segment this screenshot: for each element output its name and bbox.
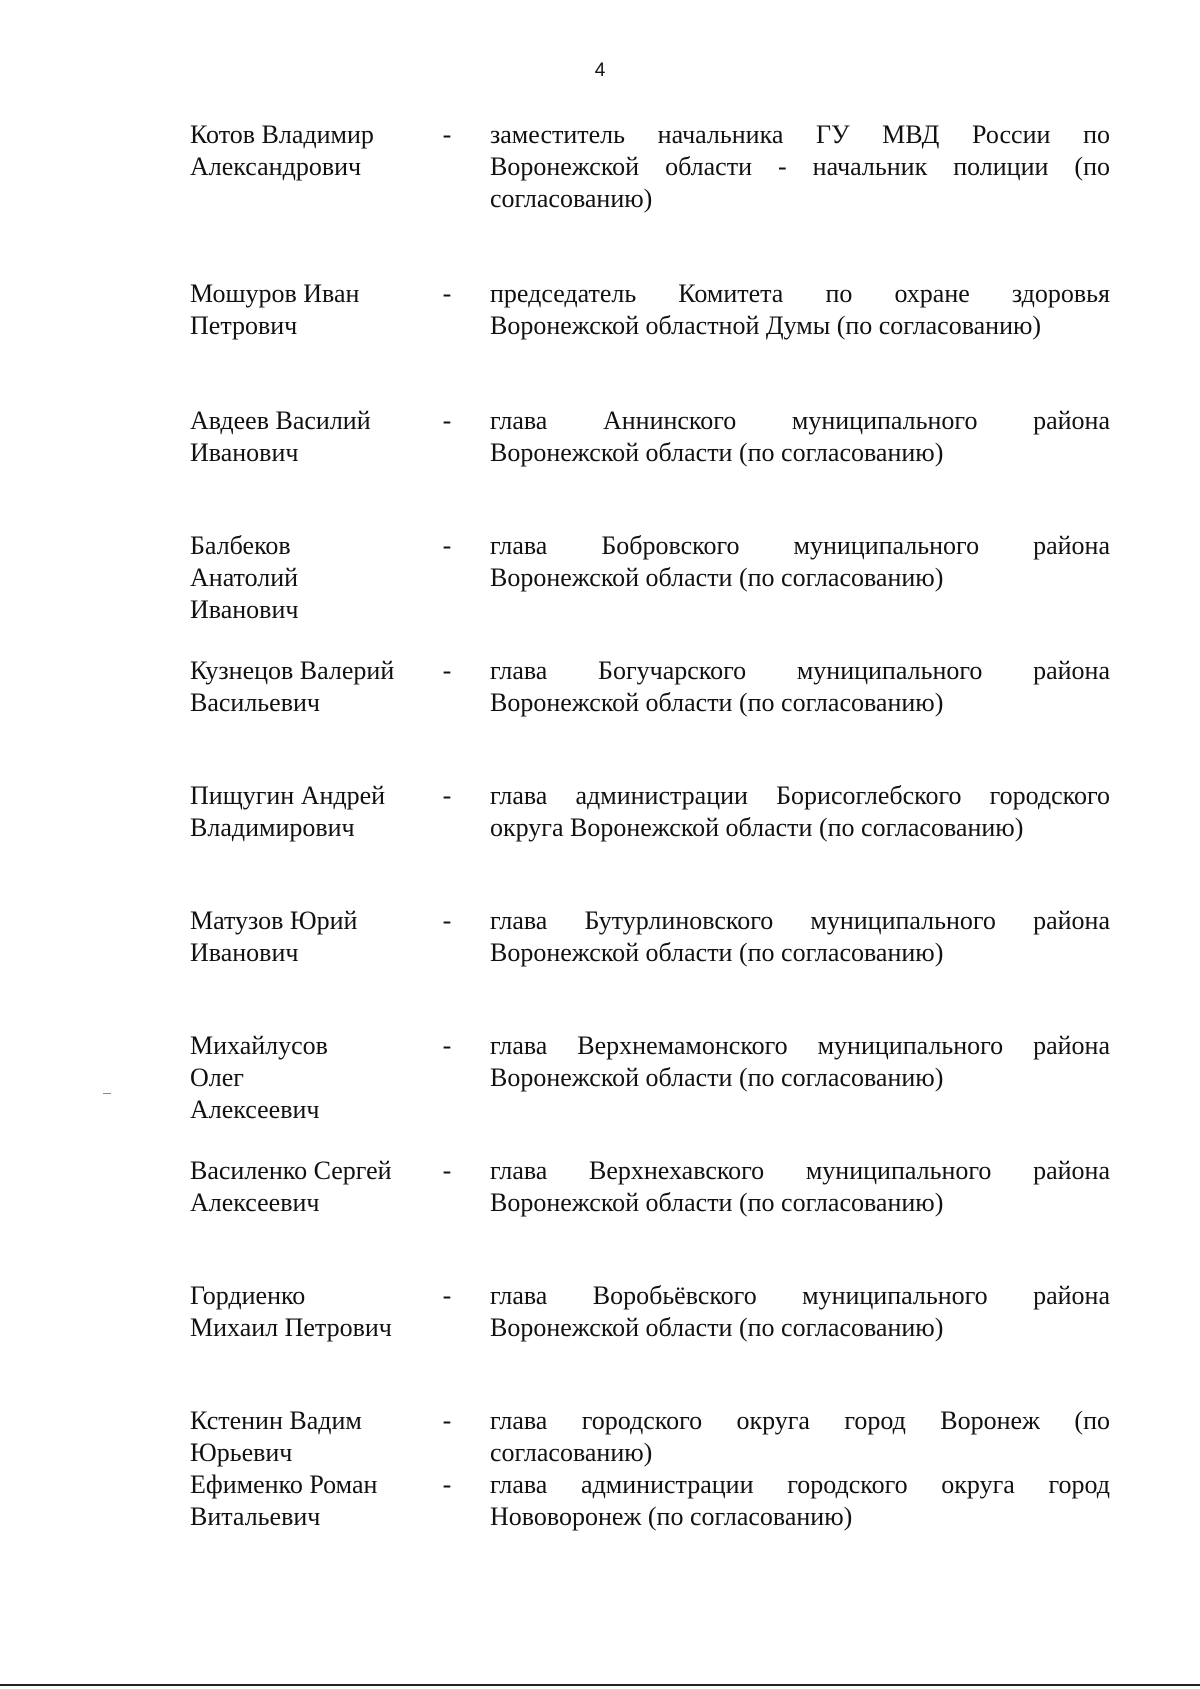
bottom-rule xyxy=(0,1684,1200,1686)
member-name: Авдеев Василий Иванович xyxy=(190,406,371,467)
member-dash: - xyxy=(442,1031,452,1060)
member-role: председатель Комитета по охране здоровья Воронежской областной Думы (по согласованию) xyxy=(490,279,1110,340)
member-role: глава Богучарского муниципального района Воронежской области (по согласованию) xyxy=(490,656,1110,717)
member-name: Мошуров Иван Петрович xyxy=(190,279,360,340)
member-name: Котов Владимир Александрович xyxy=(190,120,374,181)
member-role: глава Бобровского муниципального района Воронежской области (по согласованию) xyxy=(490,531,1110,592)
member-dash: - xyxy=(442,1156,452,1185)
member-dash: - xyxy=(442,531,452,560)
scan-speck xyxy=(103,1093,111,1094)
member-name: Ефименко Роман Витальевич xyxy=(190,1470,378,1531)
page-number: 4 xyxy=(594,60,606,81)
member-role: глава администрации Борисоглебского городского округа Воронежской области (по согласованию) xyxy=(490,781,1110,842)
member-dash: - xyxy=(442,781,452,810)
member-role: глава Верхнехавского муниципального района Воронежской области (по согласованию) xyxy=(490,1156,1110,1217)
member-dash: - xyxy=(442,906,452,935)
member-role: глава Верхнемамонского муниципального района Воронежской области (по согласованию) xyxy=(490,1031,1110,1092)
member-role: глава Воробьёвского муниципального района Воронежской области (по согласованию) xyxy=(490,1281,1110,1342)
member-role: глава администрации городского округа город Нововоронеж (по согласованию) xyxy=(490,1470,1110,1531)
member-name: Василенко Сергей Алексеевич xyxy=(190,1156,392,1217)
member-dash: - xyxy=(442,406,452,435)
member-dash: - xyxy=(442,1281,452,1310)
member-name: Кузнецов Валерий Васильевич xyxy=(190,656,395,717)
member-name: Матузов Юрий Иванович xyxy=(190,906,358,967)
member-role: заместитель начальника ГУ МВД России по Воронежской области - начальник полиции (по согласованию) xyxy=(490,120,1110,213)
member-name: Гордиенко Михаил Петрович xyxy=(190,1281,392,1342)
member-dash: - xyxy=(442,120,452,149)
member-name: Пищугин Андрей Владимирович xyxy=(190,781,386,842)
member-name: Балбеков Анатолий Иванович xyxy=(190,531,299,624)
member-role: глава городского округа город Воронеж (по согласованию) xyxy=(490,1406,1110,1467)
member-dash: - xyxy=(442,279,452,308)
member-dash: - xyxy=(442,656,452,685)
member-dash: - xyxy=(442,1470,452,1499)
member-name: Кстенин Вадим Юрьевич xyxy=(190,1406,362,1467)
member-name: Михайлусов Олег Алексеевич xyxy=(190,1031,328,1124)
member-dash: - xyxy=(442,1406,452,1435)
member-role: глава Бутурлиновского муниципального района Воронежской области (по согласованию) xyxy=(490,906,1110,967)
member-role: глава Аннинского муниципального района Воронежской области (по согласованию) xyxy=(490,406,1110,467)
